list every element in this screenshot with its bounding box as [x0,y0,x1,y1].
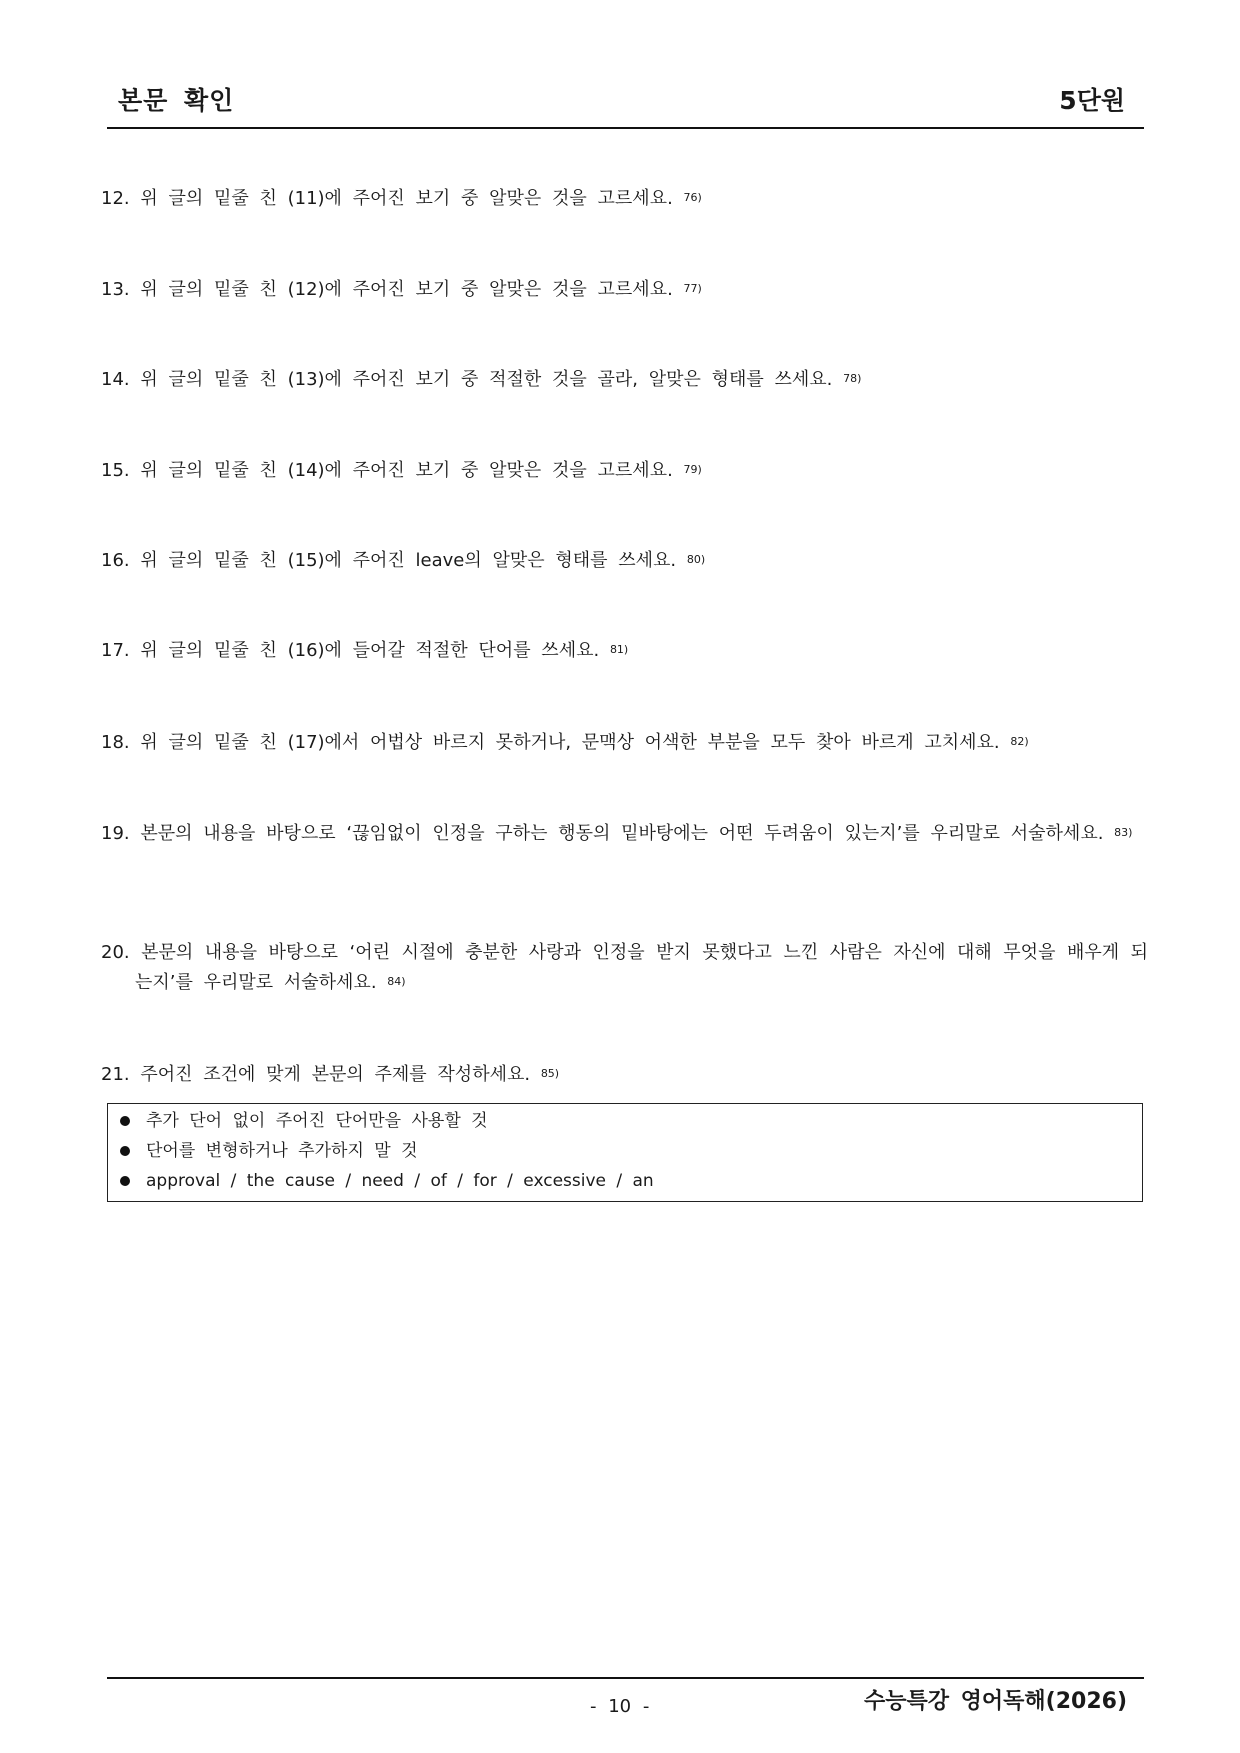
page-number: - 10 - [590,1696,650,1717]
question-number: 15. [101,460,130,481]
question-16 [101,546,1148,576]
question-18 [101,728,1148,758]
condition-item [108,1106,1142,1136]
question-14 [101,365,1148,395]
page-title: 본문 확인 [118,86,235,115]
question-number: 20. [101,942,130,963]
footnote-marker: 81) [609,643,629,656]
question-20 [101,938,1148,998]
condition-text: approval / the cause / need / of / for / excessive / an [146,1171,654,1191]
question-text: 주어진 조건에 맞게 본문의 주제를 작성하세요. [140,1064,531,1085]
question-13 [101,275,1148,305]
question-text: 위 글의 밑줄 친 (15)에 주어진 leave의 알맞은 형태를 쓰세요. [140,550,677,571]
bullet-icon [120,1116,130,1126]
question-text: 위 글의 밑줄 친 (12)에 주어진 보기 중 알맞은 것을 고르세요. [140,279,673,300]
footnote-marker: 82) [1010,735,1029,748]
header-divider [107,127,1144,129]
question-text: 위 글의 밑줄 친 (11)에 주어진 보기 중 알맞은 것을 고르세요. [140,188,673,209]
question-text: 본문의 내용을 바탕으로 ‘끊임없이 인정을 구하는 행동의 밑바탕에는 어떤 두려움이 있는지’를 우리말로 서술하세요. [140,823,1104,844]
question-12 [101,184,1148,214]
question-21 [101,1060,1148,1090]
question-text: 본문의 내용을 바탕으로 ‘어린 시절에 충분한 사랑과 인정을 받지 못했다고 느낀 사람은 자신에 대해 무엇을 배우게 되는지’를 우리말로 서술하세요. [135,942,1148,993]
question-number: 18. [101,732,130,753]
question-number: 12. [101,188,130,209]
question-number: 16. [101,550,130,571]
condition-text: 추가 단어 없이 주어진 단어만을 사용할 것 [146,1111,488,1131]
footnote-marker: 84) [387,975,406,988]
question-17 [101,636,1148,666]
footnote-marker: 76) [683,191,702,204]
footnote-marker: 77) [683,282,702,295]
question-19 [101,819,1148,849]
question-number: 14. [101,369,130,390]
book-title: 수능특강 영어독해(2026) [863,1689,1127,1714]
question-text: 위 글의 밑줄 친 (14)에 주어진 보기 중 알맞은 것을 고르세요. [140,460,673,481]
footnote-marker: 85) [540,1067,560,1080]
unit-label: 5단원 [1059,86,1125,115]
bullet-icon [120,1176,130,1186]
question-text: 위 글의 밑줄 친 (17)에서 어법상 바르지 못하거나, 문맥상 어색한 부분을 모두 찾아 바르게 고치세요. [140,732,1000,753]
question-text: 위 글의 밑줄 친 (16)에 들어갈 적절한 단어를 쓰세요. [140,640,600,661]
condition-item [108,1166,1142,1196]
conditions-box [107,1103,1143,1202]
footer-divider [107,1677,1144,1679]
footnote-marker: 79) [683,463,702,476]
footnote-marker: 78) [843,372,862,385]
question-15 [101,456,1148,486]
bullet-icon [120,1146,130,1156]
question-number: 17. [101,640,130,661]
question-number: 21. [101,1064,130,1085]
footnote-marker: 80) [686,553,706,566]
question-number: 19. [101,823,130,844]
condition-text: 단어를 변형하거나 추가하지 말 것 [146,1141,418,1161]
question-number: 13. [101,279,130,300]
condition-item [108,1136,1142,1166]
question-text: 위 글의 밑줄 친 (13)에 주어진 보기 중 적절한 것을 골라, 알맞은 형태를 쓰세요. [140,369,833,390]
footnote-marker: 83) [1114,826,1133,839]
